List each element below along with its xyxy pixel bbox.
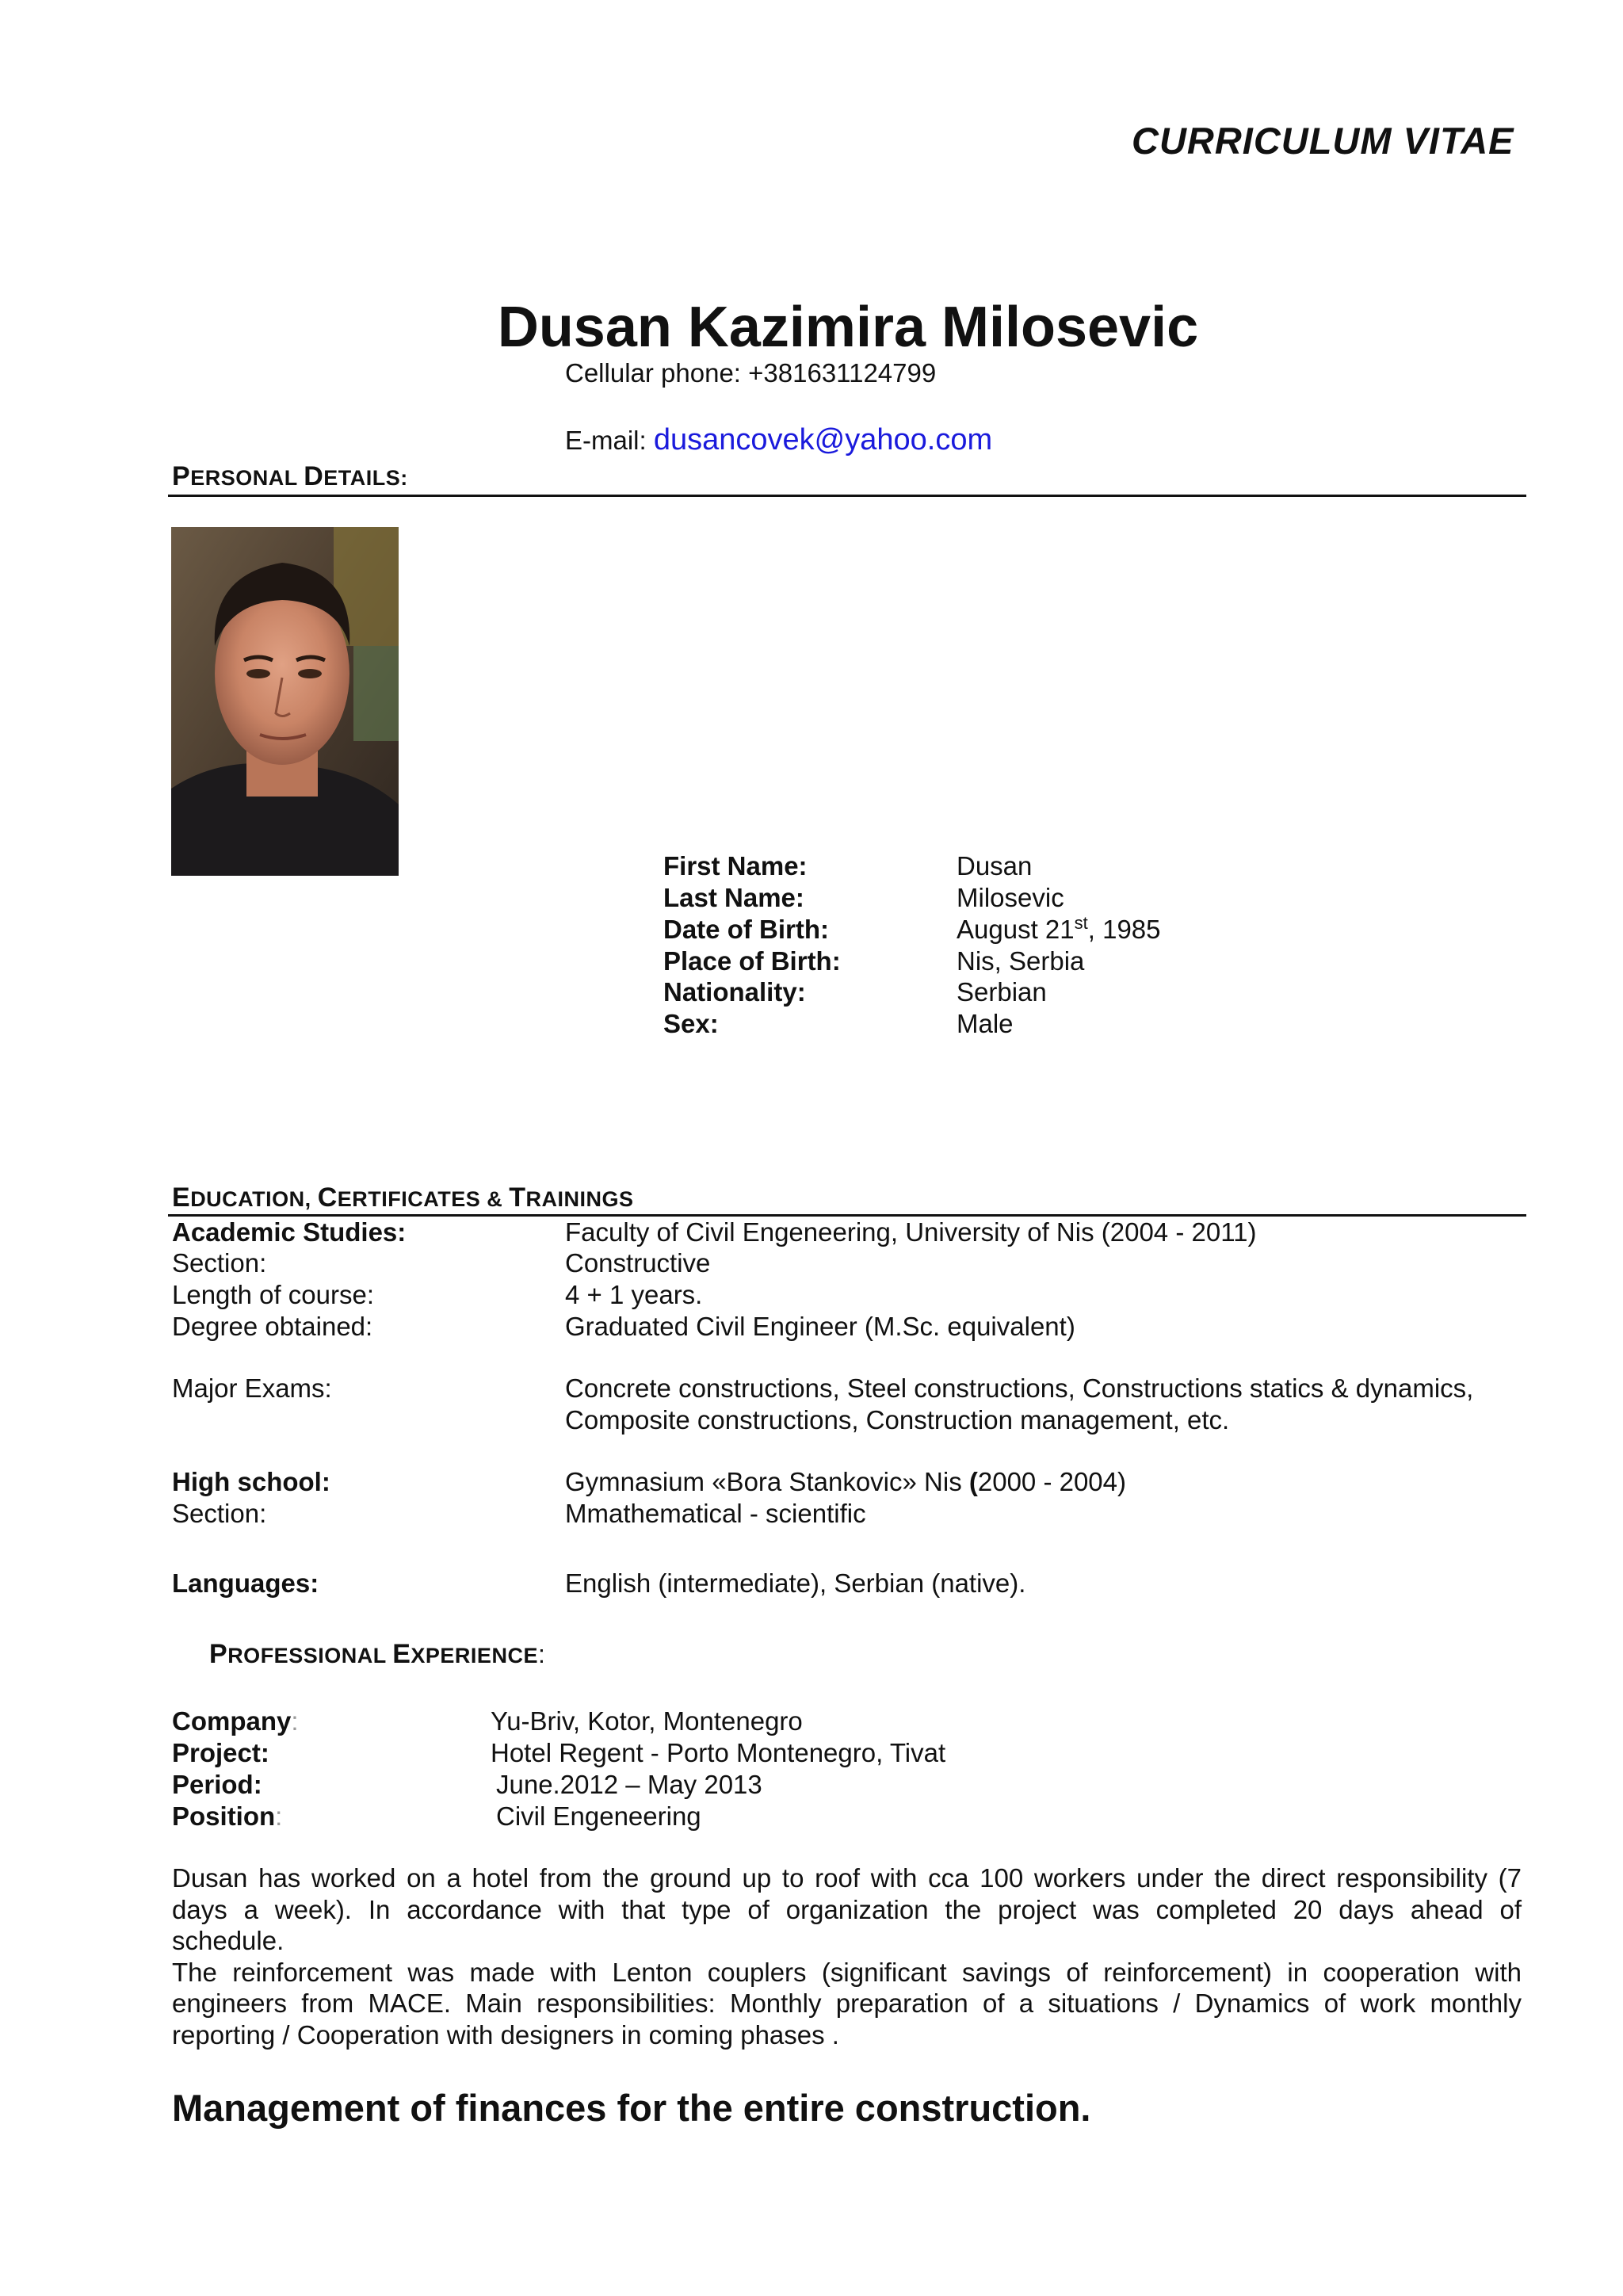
experience-paragraph-1-line-3: schedule.: [172, 1926, 285, 1955]
closing-statement: Management of finances for the entire construction.: [172, 2087, 1091, 2129]
period-label: Period:: [172, 1770, 262, 1799]
length-of-course-value: 4 + 1 years.: [565, 1280, 703, 1309]
academic-studies-label: Academic Studies:: [172, 1217, 407, 1247]
place-of-birth-value: Nis, Serbia: [957, 946, 1085, 976]
personal-details-rule: [168, 495, 1526, 497]
experience-paragraph-2-line-1: The reinforcement was made with Lenton couplers (significant savings of reinforcement) in cooperation with: [172, 1958, 1522, 1987]
experience-heading: PROFESSIONAL EXPERIENCE:: [209, 1639, 546, 1669]
sex-value: Male: [957, 1009, 1014, 1038]
languages-value: English (intermediate), Serbian (native).: [565, 1568, 1026, 1598]
education-heading: EDUCATION, CERTIFICATES & TRAININGS: [172, 1182, 634, 1213]
degree-label: Degree obtained:: [172, 1312, 373, 1341]
period-value: June.2012 – May 2013: [496, 1770, 762, 1799]
date-of-birth-value: August 21st, 1985: [957, 913, 1161, 944]
place-of-birth-label: Place of Birth:: [663, 946, 841, 976]
company-label: Company:: [172, 1706, 299, 1736]
full-name: Dusan Kazimira Milosevic: [497, 296, 1199, 359]
hs-section-value: Mmathematical - scientific: [565, 1499, 866, 1528]
document-title: CURRICULUM VITAE: [1132, 120, 1514, 162]
last-name-value: Milosevic: [957, 883, 1064, 912]
languages-label: Languages:: [172, 1568, 319, 1598]
last-name-label: Last Name:: [663, 883, 804, 912]
project-value: Hotel Regent - Porto Montenegro, Tivat: [491, 1738, 946, 1767]
experience-paragraph-1-line-2: days a week). In accordance with that type of organization the project was completed 20 days ahead of: [172, 1895, 1522, 1924]
position-value: Civil Engeneering: [496, 1801, 701, 1831]
profile-photo: [171, 527, 399, 876]
experience-paragraph-1-line-1: Dusan has worked on a hotel from the ground up to roof with cca 100 workers under the direct responsibility (7: [172, 1863, 1522, 1893]
nationality-label: Nationality:: [663, 977, 806, 1007]
phone-line: Cellular phone: +381631124799: [565, 358, 937, 388]
high-school-label: High school:: [172, 1467, 330, 1496]
experience-paragraph-2-line-2: engineers from MACE. Main responsibilities: Monthly preparation of a situations / Dynamics of work monthly: [172, 1988, 1522, 2018]
email-label: E-mail:: [565, 426, 654, 455]
date-of-birth-label: Date of Birth:: [663, 915, 829, 944]
project-label: Project:: [172, 1738, 269, 1767]
personal-details-heading: PERSONAL DETAILS:: [172, 461, 408, 491]
experience-paragraph-2-line-3: reporting / Cooperation with designers in coming phases .: [172, 2020, 839, 2050]
first-name-value: Dusan: [957, 851, 1033, 881]
position-label: Position:: [172, 1801, 283, 1831]
high-school-value: Gymnasium «Bora Stankovic» Nis (2000 - 2004): [565, 1467, 1126, 1496]
email-line: [565, 423, 992, 457]
academic-studies-value: Faculty of Civil Engeneering, University of Nis (2004 - 2011): [565, 1217, 1257, 1247]
major-exams-line-2: Composite constructions, Construction management, etc.: [565, 1405, 1230, 1435]
hs-section-label: Section:: [172, 1499, 267, 1528]
section-value: Constructive: [565, 1248, 711, 1278]
section-label: Section:: [172, 1248, 267, 1278]
email-link[interactable]: dusancovek@yahoo.com: [653, 423, 993, 457]
nationality-value: Serbian: [957, 977, 1047, 1007]
degree-value: Graduated Civil Engineer (M.Sc. equivalent): [565, 1312, 1075, 1341]
first-name-label: First Name:: [663, 851, 808, 881]
company-value: Yu-Briv, Kotor, Montenegro: [491, 1706, 803, 1736]
major-exams-line-1: Concrete constructions, Steel constructions, Constructions statics & dynamics,: [565, 1373, 1474, 1403]
major-exams-label: Major Exams:: [172, 1373, 332, 1403]
length-of-course-label: Length of course:: [172, 1280, 375, 1309]
sex-label: Sex:: [663, 1009, 719, 1038]
